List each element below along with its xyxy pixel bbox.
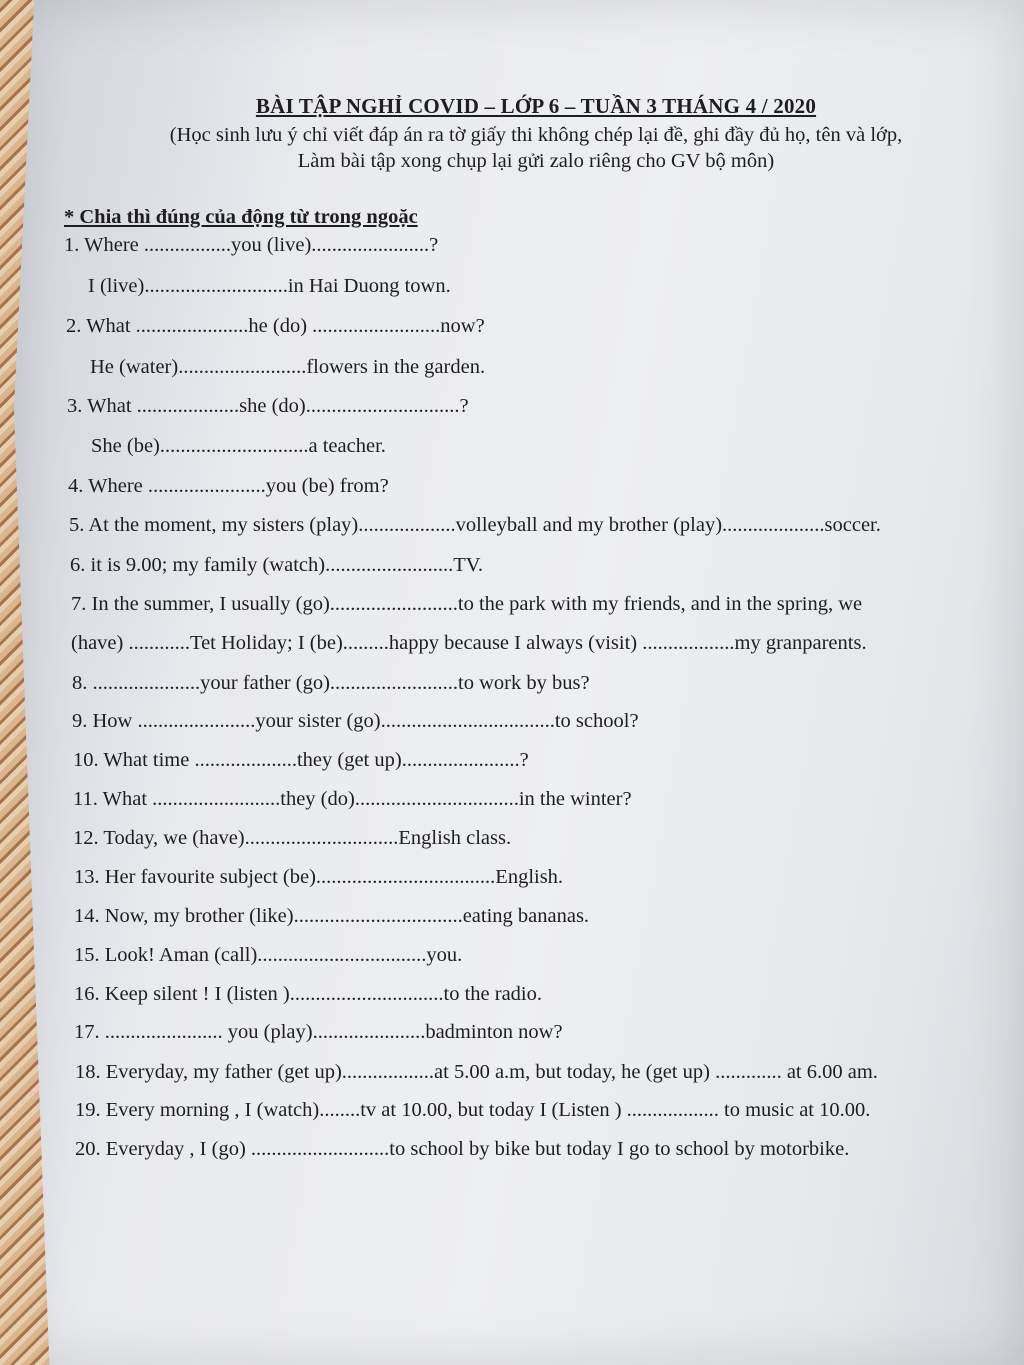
exercise-line: 17. ....................... you (play)......................badminton now?: [74, 1021, 563, 1043]
exercise-line: 19. Every morning , I (watch)........tv at 10.00, but today I (Listen ) .................. to music at 10.00.: [75, 1099, 871, 1121]
exercise-line: 4. Where .......................you (be) from?: [68, 475, 389, 497]
exercise-line: 11. What .........................they (do)................................in the winter?: [73, 788, 632, 810]
exercise-line: She (be).............................a teacher.: [91, 435, 386, 457]
exercise-line: 7. In the summer, I usually (go).........................to the park with my friends, and in the spring, we: [71, 593, 863, 615]
section-heading: * Chia thì đúng của động từ trong ngoặc: [64, 206, 418, 228]
exercise-line: 15. Look! Aman (call).................................you.: [74, 944, 463, 966]
worksheet-title: BÀI TẬP NGHỈ COVID – LỚP 6 – TUẦN 3 THÁNG 4 / 2020: [255, 94, 817, 118]
exercise-line: 5. At the moment, my sisters (play)...................volleyball and my brother (play)....................soccer.: [69, 514, 881, 536]
instruction-line-2: Làm bài tập xong chụp lại gửi zalo riêng cho GV bộ môn): [297, 150, 775, 172]
exercise-line: 14. Now, my brother (like).................................eating bananas.: [74, 905, 590, 927]
exercise-line: 13. Her favourite subject (be)...................................English.: [74, 866, 564, 888]
exercise-line: 3. What ....................she (do)..............................?: [67, 395, 469, 417]
instruction-line-1: (Học sinh lưu ý chỉ viết đáp án ra tờ giấy thi không chép lại đề, ghi đầy đủ họ, tên và lớp,: [169, 124, 903, 146]
exercise-line: (have) ............Tet Holiday; I (be).........happy because I always (visit) ..................my granparents.: [71, 632, 867, 654]
exercise-line: 10. What time ....................they (get up).......................?: [73, 749, 529, 771]
exercise-line: I (live)............................in Hai Duong town.: [88, 275, 451, 297]
exercise-line: 9. How .......................your sister (go)..................................to school?: [72, 710, 639, 732]
exercise-line: 20. Everyday , I (go) ...........................to school by bike but today I go to school by motorbike.: [75, 1138, 850, 1160]
exercise-line: 8. .....................your father (go).........................to work by bus?: [72, 672, 590, 694]
exercise-line: 12. Today, we (have)..............................English class.: [73, 827, 512, 849]
exercise-line: He (water).........................flowers in the garden.: [90, 356, 486, 378]
exercise-line: 18. Everyday, my father (get up)..................at 5.00 a.m, but today, he (get up) ............. at 6.00 am.: [75, 1061, 878, 1083]
exercise-line: 16. Keep silent ! I (listen )..............................to the radio.: [74, 983, 542, 1005]
exercise-line: 6. it is 9.00; my family (watch).........................TV.: [70, 554, 484, 576]
exercise-line: 1. Where .................you (live).......................?: [64, 234, 439, 256]
exercise-line: 2. What ......................he (do) .........................now?: [66, 315, 485, 337]
